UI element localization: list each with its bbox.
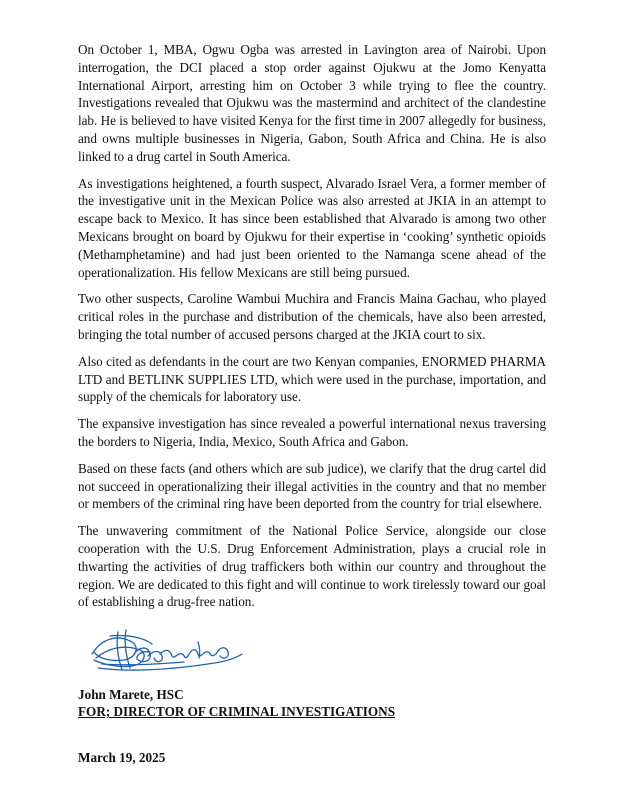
- letter-body: [78, 41, 546, 620]
- signatory-block: [78, 686, 395, 720]
- paragraph-international-nexus: The expansive investigation has since revealed a powerful international nexus traversing the borders to Nigeria, India, Mexico, South Africa and Gabon.: [78, 416, 546, 449]
- handwritten-signature: [88, 624, 248, 678]
- paragraph-other-suspects: Two other suspects, Caroline Wambui Muchira and Francis Maina Gachau, who played critical roles in the purchase and distribution of the chemicals, have also been arrested, bringing the total number of accused persons charged at the JKIA court to six.: [78, 291, 546, 342]
- paragraph-arrests: On October 1, MBA, Ogwu Ogba was arrested in Lavington area of Nairobi. Upon interrogation, the DCI placed a stop order against Ojukwu at the Jomo Kenyatta International Airport, arresting him on October 3 while trying to flee the country. Investigations revealed that Ojukwu was the mastermind and architect of the clandestine lab. He is believed to have visited Kenya for the first time in 2007 allegedly for business, and owns multiple businesses in Nigeria, Gabon, South Africa and China. He is also linked to a drug cartel in South America.: [78, 42, 546, 164]
- paragraph-commitment: The unwavering commitment of the National Police Service, alongside our close cooperation with the U.S. Drug Enforcement Administration, plays a crucial role in thwarting the activities of drug traffickers both within our country and throughout the region. We are dedicated to this fight and will continue to work tirelessly toward our goal of establishing a drug-free nation.: [78, 523, 546, 610]
- paragraph-companies: Also cited as defendants in the court are two Kenyan companies, ENORMED PHARMA LTD and BETLINK SUPPLIES LTD, which were used in the purchase, importation, and supply of the chemicals for laboratory use.: [78, 353, 546, 405]
- signatory-title: FOR; DIRECTOR OF CRIMINAL INVESTIGATIONS: [78, 704, 396, 719]
- document-date: March 19, 2025: [78, 750, 166, 765]
- paragraph-clarification: Based on these facts (and others which are sub judice), we clarify that the drug cartel did not succeed in operationalizing their illegal activities in the country and that no member or members of the criminal ring have been deported from the country for trial elsewhere.: [78, 460, 546, 512]
- signatory-name: John Marete, HSC: [78, 687, 184, 702]
- paragraph-fourth-suspect: As investigations heightened, a fourth suspect, Alvarado Israel Vera, a former member of the investigative unit in the Mexican Police was also arrested at JKIA in an attempt to escape back to Mexico. It has since been established that Alvarado is among two other Mexicans brought on board by Ojukwu for their expertise in ‘cooking’ synthetic opioids (Methamphetamine) and had just been oriented to the Namanga scene ahead of the operationalization. His fellow Mexicans are still being pursued.: [78, 175, 546, 280]
